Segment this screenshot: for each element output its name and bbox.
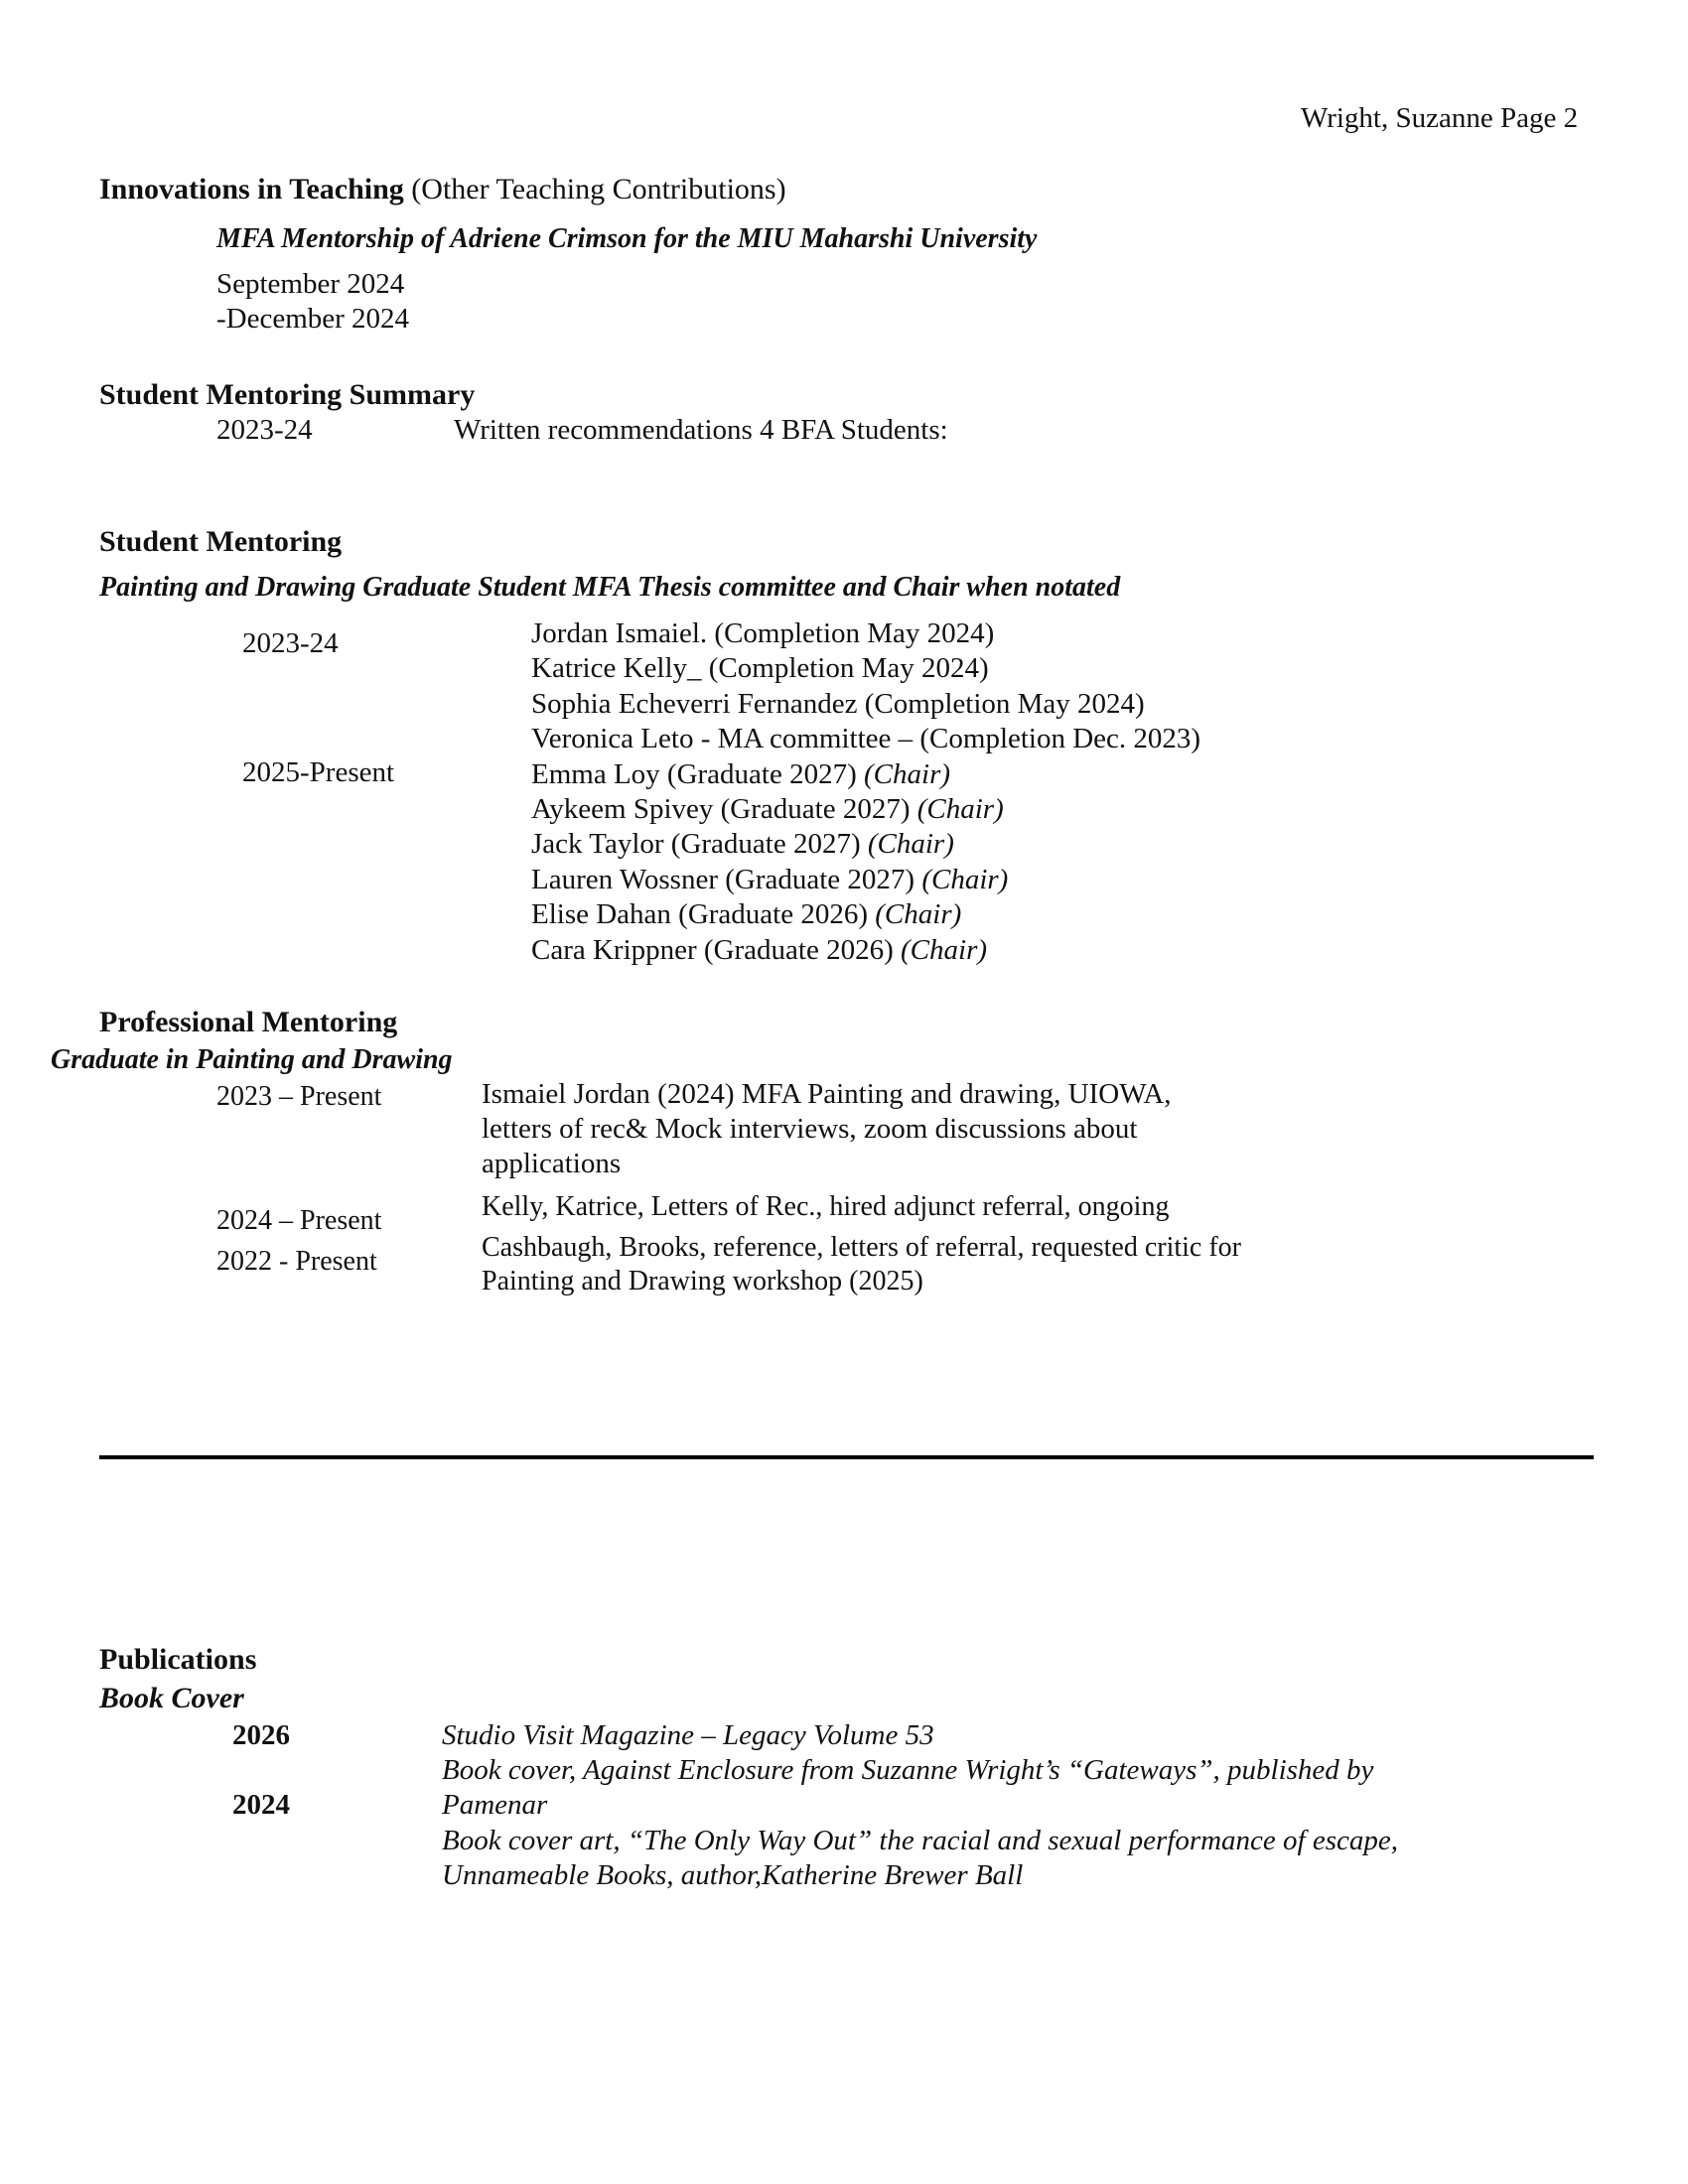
list-item: Katrice Kelly_ (Completion May 2024)	[531, 652, 989, 685]
list-item: Studio Visit Magazine – Legacy Volume 53	[442, 1719, 934, 1751]
list-item: Aykeem Spivey (Graduate 2027) (Chair)	[531, 793, 1004, 826]
student-mentoring-list	[531, 616, 1200, 968]
list-item: Unnameable Books, author,Katherine Brewer Ball	[442, 1858, 1024, 1891]
publication-year-2024: 2024	[232, 1789, 290, 1821]
professional-mentoring-subheading: Graduate in Painting and Drawing	[51, 1044, 453, 1075]
student-mentoring-year-2023: 2023-24	[242, 627, 339, 659]
list-item: Lauren Wossner (Graduate 2027) (Chair)	[531, 863, 1009, 895]
publication-year-2026: 2026	[232, 1719, 290, 1751]
publications-heading: Publications	[99, 1643, 257, 1676]
list-item: Veronica Leto - MA committee – (Completion Dec. 2023)	[531, 723, 1201, 755]
list-item: Pamenar	[442, 1789, 548, 1822]
professional-entry-years: 2022 - Present	[216, 1246, 377, 1277]
student-mentoring-heading: Student Mentoring	[99, 525, 343, 558]
mentoring-summary-year: 2023-24	[216, 414, 313, 446]
professional-entry-details: Ismaiel Jordan (2024) MFA Painting and drawing, UIOWA, letters of rec& Mock interviews, zoom discussions about applications	[482, 1078, 1172, 1179]
list-item: Emma Loy (Graduate 2027) (Chair)	[531, 757, 951, 790]
student-mentoring-subheading: Painting and Drawing Graduate Student MFA Thesis committee and Chair when notated	[99, 572, 1121, 603]
list-item: Book cover art, “The Only Way Out” the racial and sexual performance of escape,	[442, 1824, 1399, 1856]
mentoring-summary-heading: Student Mentoring Summary	[99, 378, 476, 411]
list-item: Cara Krippner (Graduate 2026) (Chair)	[531, 933, 988, 966]
innovations-heading-line	[99, 172, 786, 207]
professional-entry-details: Kelly, Katrice, Letters of Rec., hired adjunct referral, ongoing	[482, 1191, 1170, 1222]
page-header: Wright, Suzanne Page 2	[1301, 102, 1579, 134]
student-mentoring-year-2025: 2025-Present	[242, 756, 395, 788]
publications-subheading: Book Cover	[99, 1682, 244, 1714]
innovations-heading: Innovations in Teaching	[99, 173, 404, 205]
publication-entries	[442, 1718, 1398, 1893]
list-item: Elise Dahan (Graduate 2026) (Chair)	[531, 898, 962, 931]
professional-entry-years: 2024 – Present	[216, 1205, 382, 1236]
list-item: Sophia Echeverri Fernandez (Completion May 2024)	[531, 687, 1145, 720]
professional-entry-years: 2023 – Present	[216, 1081, 382, 1112]
mentorship-title: MFA Mentorship of Adriene Crimson for the MIU Maharshi University	[216, 223, 1038, 254]
mentoring-summary-text: Written recommendations 4 BFA Students:	[454, 414, 948, 446]
list-item: Jack Taylor (Graduate 2027) (Chair)	[531, 828, 954, 861]
mentorship-date-end: -December 2024	[216, 303, 410, 335]
mentorship-date-start: September 2024	[216, 268, 405, 300]
list-item: Book cover, Against Enclosure from Suzanne Wright’s “Gateways”, published by	[442, 1754, 1374, 1787]
professional-mentoring-heading: Professional Mentoring	[99, 1006, 398, 1038]
section-divider	[99, 1455, 1594, 1459]
innovations-subheading: (Other Teaching Contributions)	[411, 173, 786, 205]
list-item: Jordan Ismaiel. (Completion May 2024)	[531, 617, 995, 649]
professional-entry-details: Cashbaugh, Brooks, reference, letters of referral, requested critic for Painting and Drawing workshop (2025)	[482, 1232, 1241, 1297]
